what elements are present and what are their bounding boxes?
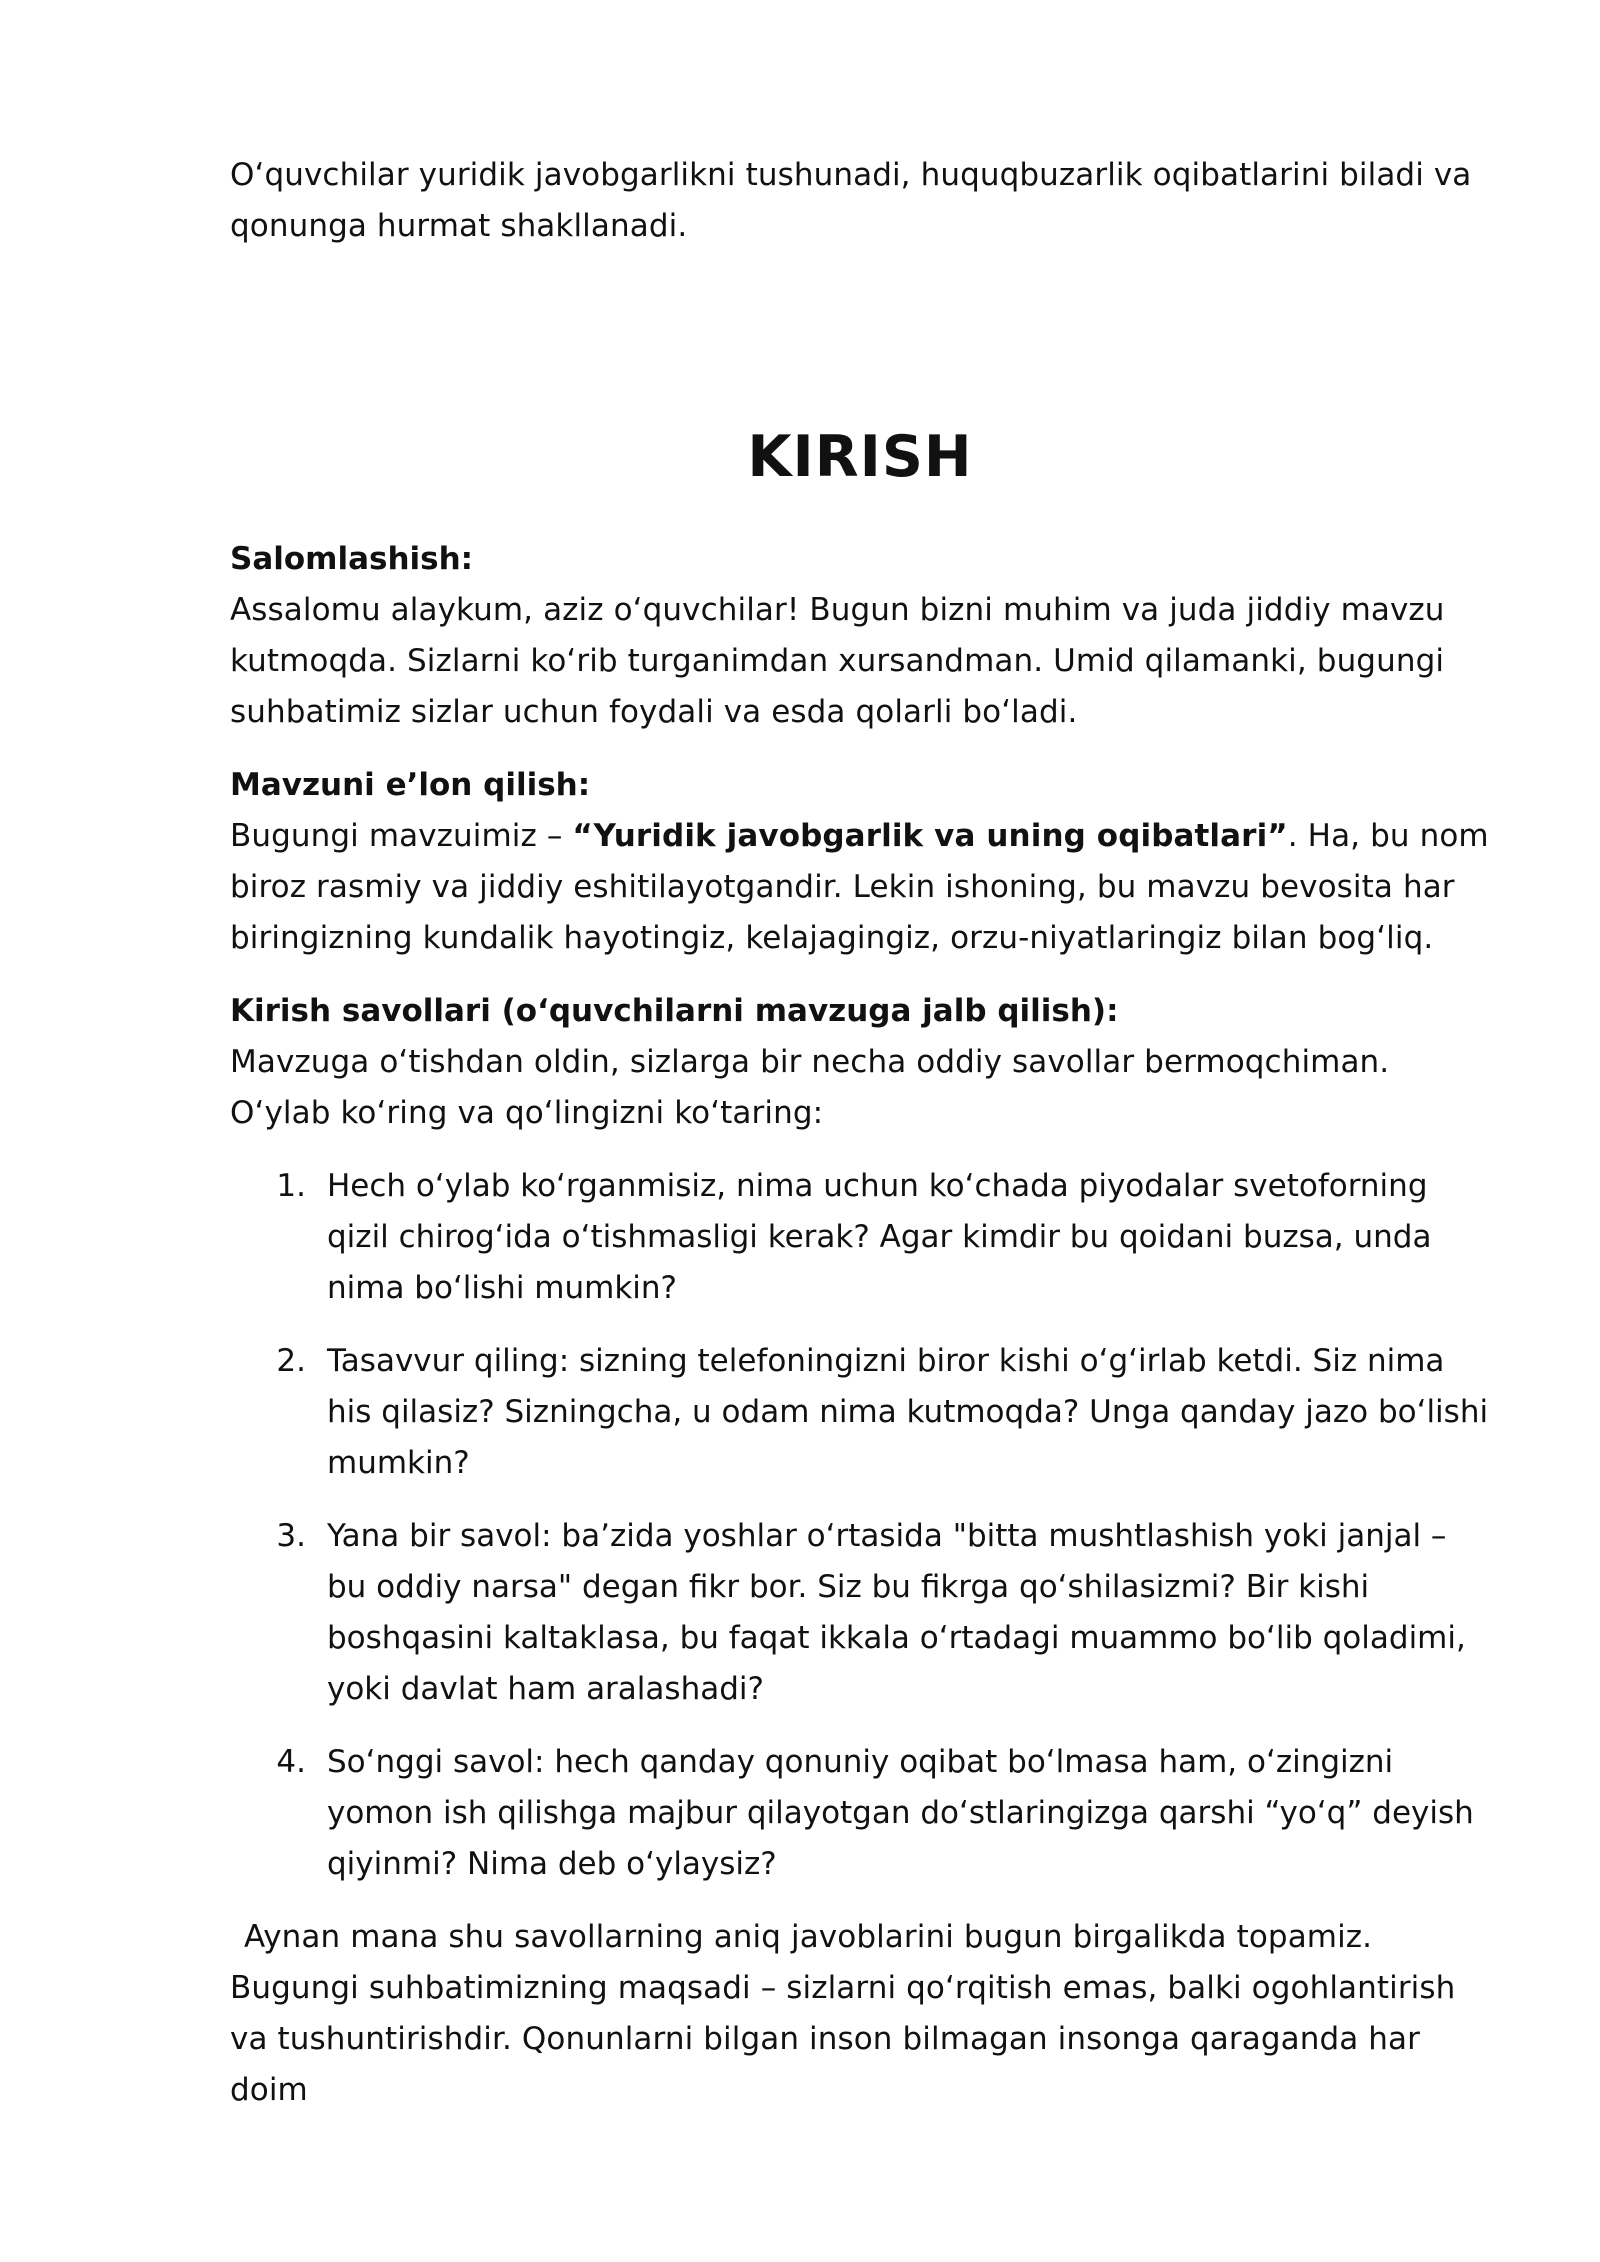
greeting-heading: Salomlashish:	[230, 541, 474, 577]
topic-section	[230, 760, 1490, 964]
questions-list	[230, 1161, 1490, 1890]
document-page	[230, 150, 1490, 2116]
greeting-section	[230, 534, 1490, 738]
questions-section	[230, 986, 1490, 1890]
intro-paragraph: O‘quvchilar yuridik javobgarlikni tushunadi, huquqbuzarlik oqibatlarini biladi va qonunga hurmat shakllanadi.	[230, 157, 1472, 244]
question-text: Yana bir savol: ba’zida yoshlar o‘rtasida "bitta mushtlashish yoki janjal – bu oddiy narsa" degan fikr bor. Siz bu fikrga qo‘shilasizmi? Bir kishi boshqasini kaltaklasa, bu faqat ikkala o‘rtadagi muammo bo‘lib qoladimi, yoki davlat ham aralashadi?	[327, 1518, 1466, 1707]
questions-heading: Kirish savollari (o‘quvchilarni mavzuga jalb qilish):	[230, 993, 1119, 1029]
question-item	[230, 1161, 1490, 1314]
section-title: KIRISH	[747, 424, 973, 490]
greeting-text: Assalomu alaykum, aziz o‘quvchilar! Bugun bizni muhim va juda jiddiy mavzu kutmoqda. Sizlarni ko‘rib turganimdan xursandman. Umid qilamanki, bugungi suhbatimiz sizlar uchun foydali va esda qolarli bo‘ladi.	[230, 592, 1445, 730]
question-number: 4.	[276, 1744, 306, 1780]
question-number: 2.	[276, 1343, 306, 1379]
topic-text-before: Bugungi mavzuimiz –	[230, 818, 573, 854]
question-item	[230, 1336, 1490, 1489]
question-text: So‘nggi savol: hech qanday qonuniy oqibat bo‘lmasa ham, o‘zingizni yomon ish qilishga majbur qilayotgan do‘stlaringizga qarshi “yo‘q” deyish qiyinmi? Nima deb o‘ylaysiz?	[327, 1744, 1474, 1882]
question-number: 3.	[276, 1518, 306, 1554]
topic-text-after: . Ha, bu nom biroz rasmiy va jiddiy eshitilayotgandir. Lekin ishoning, bu mavzu bevosita har biringizning kundalik hayotingiz, kelajagingiz, orzu-niyatlaringiz bilan bog‘liq.	[230, 818, 1489, 956]
questions-intro-text: Mavzuga o‘tishdan oldin, sizlarga bir necha oddiy savollar bermoqchiman. O‘ylab ko‘ring va qo‘lingizni ko‘taring:	[230, 1044, 1390, 1131]
topic-text	[230, 811, 1490, 964]
question-text: Hech o‘ylab ko‘rganmisiz, nima uchun ko‘chada piyodalar svetoforning qizil chirog‘ida o‘tishmasligi kerak? Agar kimdir bu qoidani buzsa, unda nima bo‘lishi mumkin?	[327, 1168, 1432, 1306]
topic-name: “Yuridik javobgarlik va uning oqibatlari”	[572, 818, 1288, 854]
question-text: Tasavvur qiling: sizning telefoningizni biror kishi o‘g‘irlab ketdi. Siz nima his qilasiz? Sizningcha, u odam nima kutmoqda? Unga qanday jazo bo‘lishi mumkin?	[327, 1343, 1489, 1481]
closing-paragraph: Aynan mana shu savollarning aniq javoblarini bugun birgalikda topamiz. Bugungi suhbatimizning maqsadi – sizlarni qo‘rqitish emas, balki ogohlantirish va tushuntirishdir. Qonunlarni bilgan inson bilmagan insonga qaraganda har doim	[230, 1919, 1456, 2108]
question-item	[230, 1511, 1490, 1715]
topic-heading: Mavzuni e’lon qilish:	[230, 767, 591, 803]
question-item	[230, 1737, 1490, 1890]
question-number: 1.	[276, 1168, 306, 1204]
